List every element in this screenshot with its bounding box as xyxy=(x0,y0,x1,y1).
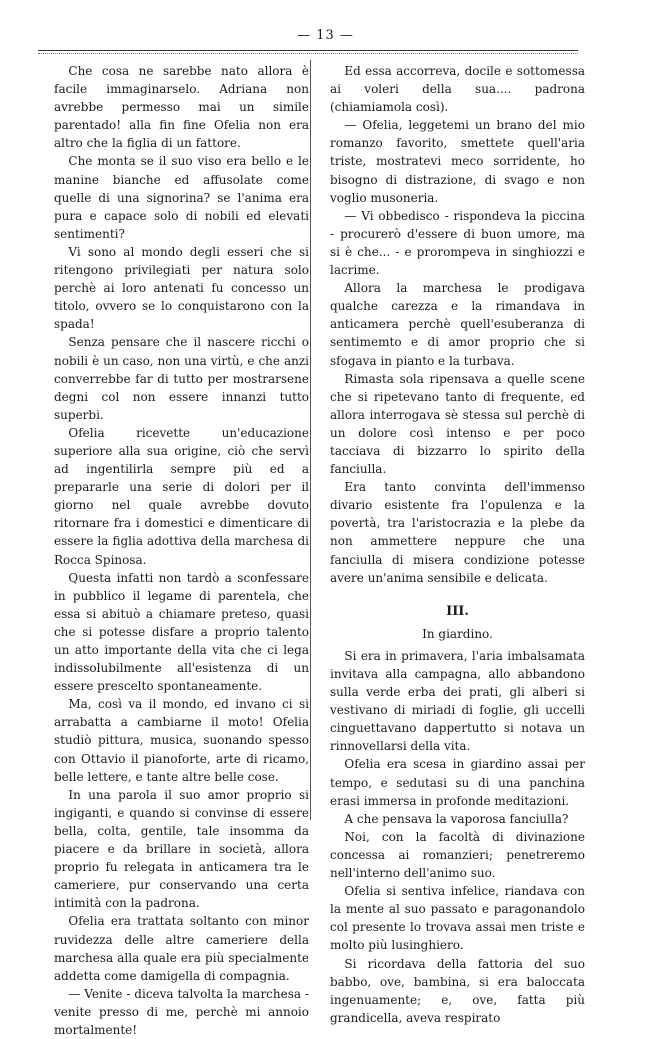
paragraph: Ofelia si sentiva infelice, riandava con la mente al suo passato e paragonandolo col presente lo trovava assai men triste e molto più lusinghiero. xyxy=(330,884,585,953)
paragraph: Ma, così va il mondo, ed invano ci si arrabatta a cambiarne il moto! Ofelia studiò pittura, musica, suonando spesso con Ottavio il pianoforte, arte di ricamo, belle lettere, e tante altre belle cose. xyxy=(54,697,309,784)
paragraph: — Ofelia, leggetemi un brano del mio romanzo favorito, smettete quell'aria triste, mostratevi meco sorridente, ho bisogno di distrazione, di svago e non voglio musoneria. xyxy=(330,118,585,205)
left-column xyxy=(54,62,309,1039)
paragraph: Che cosa ne sarebbe nato allora è facile immaginarselo. Adriana non avrebbe permesso mai un simile parentado! alla fin fine Ofelia non era altro che la figlia di un fattore. xyxy=(54,64,309,151)
paragraph: In una parola il suo amor proprio si ingiganti, e quando si convinse di essere bella, colta, gentile, tale insomma da piacere e da brillare in società, allora proprio fu relegata in anticamera tra le cameriere, pur conservando una certa intimità con la padrona. xyxy=(54,787,309,911)
chapter-title: In giardino. xyxy=(422,626,493,641)
paragraph: — Vi obbedisco - rispondeva la piccina - procurerò d'essere di buon umore, ma si è che... - e prorompeva in singhiozzi e lacrime. xyxy=(330,208,585,278)
paragraph: Allora la marchesa le prodigava qualche carezza e la rimandava in anticamera perchè quell'esuberanza di sentimemto e di amor proprio che si sfogava in pianto e la turbava. xyxy=(330,281,585,368)
paragraph: Ofelia ricevette un'educazione superiore alla sua origine, ciò che servì ad ingentilirla sempre più ed a prepararle una serie di dolori per il giorno nel quale avrebbe dovuto ritornare fra i domestici e dimenticare di essere la figlia adottiva della marchesa di Rocca Spinosa. xyxy=(54,425,309,567)
header-rule-dotted xyxy=(38,53,578,54)
paragraph: Si ricordava della fattoria del suo babbo, ove, bambina, si era baloccata ingenuamente; e, ove, fatta più grandicella, aveva respirato xyxy=(330,956,585,1025)
paragraph: Senza pensare che il nascere ricchi o nobili è un caso, non una virtù, e che anzi converrebbe far di tutto per mostrarsene degni col non essere innanzi tutto superbi. xyxy=(54,335,309,422)
right-column xyxy=(330,62,585,1027)
paragraph: — Venite - diceva talvolta la marchesa - venite presso di me, perchè mi annoio mortalmente! xyxy=(54,986,309,1037)
header-rule xyxy=(38,50,578,51)
paragraph: Ofelia era trattata soltanto con minor ruvidezza delle altre cameriere della marchesa alla quale era più specialmente addetta come damigella di compagnia. xyxy=(54,914,309,983)
paragraph: Noi, con la facoltà di divinazione concessa ai romanzieri; penetreremo nell'interno dell'animo suo. xyxy=(330,829,585,881)
paragraph: Si era in primavera, l'aria imbalsamata invitava alla campagna, allo abbandono sulla verde erba dei prati, gli alberi si vestivano di miriadi di foglie, gli uccelli cinguettavano dappertutto si notava un rinnovellarsi della vita. xyxy=(330,648,585,754)
page-number: — 13 — xyxy=(297,28,354,43)
chapter-number: III. xyxy=(446,603,469,619)
paragraph: Rimasta sola ripensava a quelle scene che si ripetevano tanto di frequente, ed allora interrogava sè stessa sul perchè di un dolore così intenso e per poco tacciava di bizzarro lo spirito della fanciulla. xyxy=(330,371,585,477)
column-divider xyxy=(310,60,311,820)
paragraph: Ed essa accorreva, docile e sottomessa ai voleri della sua.... padrona (chiamiamola così). xyxy=(330,64,585,115)
paragraph: Che monta se il suo viso era bello e le manine bianche ed affusolate come quelle di una signorina? se l'anima era pura e capace solo di nobili ed elevati sentimenti? xyxy=(54,154,309,241)
paragraph: Vi sono al mondo degli esseri che si ritengono privilegiati per natura solo perchè ai loro antenati fu concesso un titolo, ovvero se lo conquistarono con la spada! xyxy=(54,244,309,332)
paragraph: Ofelia era scesa in giardino assai per tempo, e sedutasi su di una panchina erasi immersa in profonde meditazioni. xyxy=(330,757,585,808)
paragraph: Questa infatti non tardò a sconfessare in pubblico il legame di parentela, che essa si abituò a chiamare preteso, quasi che si potesse disfare a proprio talento un atto importante della vita che ci lega indissolubilmente all'esistenza di un essere prescelto spontaneamente. xyxy=(54,570,309,694)
paragraph: A che pensava la vaporosa fanciulla? xyxy=(344,811,569,826)
paragraph: Era tanto convinta dell'immenso divario esistente fra l'opulenza e la povertà, tra l'aristocrazia e la plebe da non ammettere neppure che una fanciulla di misera condizione potesse avere un'anima sensibile e delicata. xyxy=(330,480,585,585)
